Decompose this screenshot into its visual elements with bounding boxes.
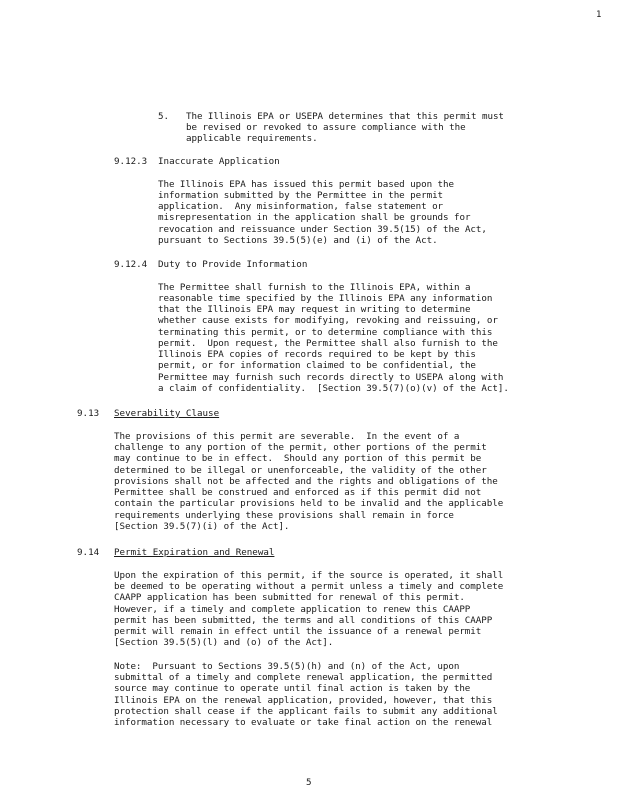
section-9-13-line-7: contain the particular provisions held to be invalid and the applicable: [114, 498, 504, 509]
section-9-12-4-number: 9.12.4: [114, 259, 148, 270]
section-9-13-number: 9.13: [77, 408, 100, 419]
section-9-14-p2-line-6: information necessary to evaluate or take final action on the renewal: [114, 717, 493, 728]
section-9-14-p2-line-2: submittal of a timely and complete renewal application, the permitted: [114, 672, 493, 683]
section-9-12-4-line-10: a claim of confidentiality. [Section 39.5(7)(o)(v) of the Act].: [158, 383, 509, 394]
section-9-12-3-line-3: application. Any misinformation, false statement or: [158, 201, 444, 212]
item-5-line-3: applicable requirements.: [186, 133, 318, 144]
section-9-12-3-line-5: revocation and reissuance under Section 39.5(15) of the Act,: [158, 224, 487, 235]
section-9-12-4-line-7: Illinois EPA copies of records required to be kept by this: [158, 349, 476, 360]
section-9-12-4-line-3: that the Illinois EPA may request in writing to determine: [158, 304, 471, 315]
item-5-line-2: be revised or revoked to assure compliance with the: [186, 122, 466, 133]
item-5-number: 5.: [158, 111, 170, 122]
section-9-12-4-line-8: permit, or for information claimed to be confidential, the: [158, 360, 476, 371]
section-9-12-3-number: 9.12.3: [114, 156, 148, 167]
corner-mark: 1: [596, 10, 602, 20]
section-9-14-p1-line-1: Upon the expiration of this permit, if the source is operated, it shall: [114, 570, 504, 581]
section-9-13-line-5: provisions shall not be affected and the rights and obligations of the: [114, 476, 498, 487]
section-9-12-4-line-5: terminating this permit, or to determine compliance with this: [158, 327, 493, 338]
section-9-13-title: Severability Clause: [114, 408, 220, 419]
section-9-12-4-line-9: Permittee may furnish such records directly to USEPA along with: [158, 372, 504, 383]
section-9-14-p2-line-3: source may continue to operate until final action is taken by the: [114, 683, 471, 694]
section-9-12-4-line-6: permit. Upon request, the Permittee shall also furnish to the: [158, 338, 498, 349]
section-9-14-p2-line-1: Note: Pursuant to Sections 39.5(5)(h) and (n) of the Act, upon: [114, 661, 460, 672]
section-9-13-line-6: Permittee shall be construed and enforced as if this permit did not: [114, 487, 482, 498]
section-9-12-4-line-1: The Permittee shall furnish to the Illinois EPA, within a: [158, 282, 471, 293]
section-9-14-title: Permit Expiration and Renewal: [114, 547, 275, 558]
section-9-14-p1-line-4: However, if a timely and complete application to renew this CAAPP: [114, 604, 471, 615]
section-9-13-line-2: challenge to any portion of the permit, other portions of the permit: [114, 442, 487, 453]
item-5-line-1: The Illinois EPA or USEPA determines that this permit must: [186, 111, 504, 122]
section-9-14-p1-line-2: be deemed to be operating without a permit unless a timely and complete: [114, 581, 504, 592]
section-9-12-3-title: Inaccurate Application: [158, 156, 280, 167]
section-9-12-4-title: Duty to Provide Information: [158, 259, 308, 270]
section-9-14-number: 9.14: [77, 547, 100, 558]
section-9-14-p1-line-6: permit will remain in effect until the issuance of a renewal permit: [114, 626, 482, 637]
section-9-12-3-line-1: The Illinois EPA has issued this permit based upon the: [158, 179, 454, 190]
section-9-12-4-line-4: whether cause exists for modifying, revoking and reissuing, or: [158, 315, 498, 326]
section-9-13-line-8: requirements underlying these provisions shall remain in force: [114, 510, 454, 521]
section-9-14-p2-line-5: protection shall cease if the applicant fails to submit any additional: [114, 706, 498, 717]
section-9-14-p2-line-4: Illinois EPA on the renewal application, provided, however, that this: [114, 695, 493, 706]
section-9-12-4-line-2: reasonable time specified by the Illinois EPA any information: [158, 293, 493, 304]
section-9-12-3-line-2: information submitted by the Permittee in the permit: [158, 190, 444, 201]
page-number: 5: [306, 777, 312, 788]
section-9-13-line-9: [Section 39.5(7)(i) of the Act].: [114, 521, 290, 532]
section-9-13-line-1: The provisions of this permit are severable. In the event of a: [114, 431, 460, 442]
section-9-12-3-line-4: misrepresentation in the application shall be grounds for: [158, 212, 471, 223]
section-9-14-p1-line-5: permit has been submitted, the terms and all conditions of this CAAPP: [114, 615, 493, 626]
section-9-14-p1-line-7: [Section 39.5(5)(l) and (o) of the Act].: [114, 637, 334, 648]
section-9-13-line-4: determined to be illegal or unenforceable, the validity of the other: [114, 465, 487, 476]
section-9-12-3-line-6: pursuant to Sections 39.5(5)(e) and (i) of the Act.: [158, 235, 438, 246]
section-9-13-line-3: may continue to be in effect. Should any portion of this permit be: [114, 453, 482, 464]
section-9-14-p1-line-3: CAAPP application has been submitted for renewal of this permit.: [114, 592, 465, 603]
